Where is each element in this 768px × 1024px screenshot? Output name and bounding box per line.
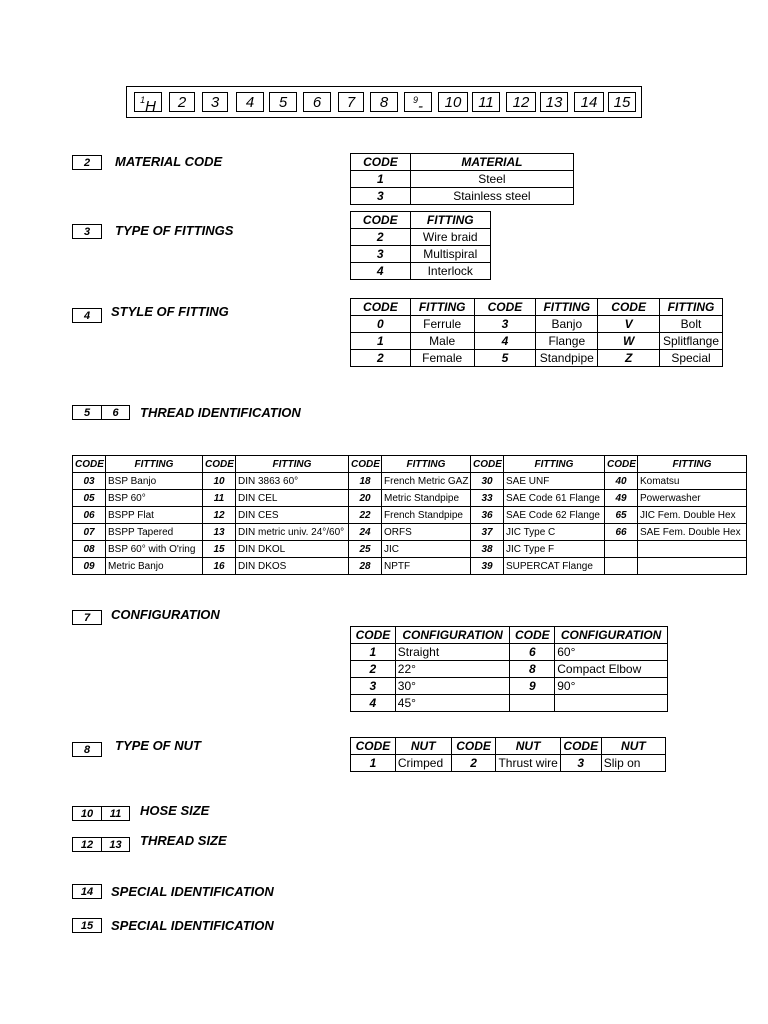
section-title-thread-size: THREAD SIZE (140, 833, 227, 848)
table-header-row (351, 738, 666, 755)
code-position-box (506, 92, 536, 112)
code-position-box (574, 92, 604, 112)
code-position-label: 15 (613, 94, 631, 111)
value-cell: DIN DKOL (236, 541, 349, 558)
code-cell: 2 (351, 350, 411, 367)
code-cell: 3 (560, 755, 601, 772)
table-row (73, 558, 747, 575)
code-position-label: H (145, 98, 156, 115)
value-cell: Stainless steel (410, 188, 573, 205)
code-cell: 2 (351, 229, 411, 246)
value-cell: Crimped (395, 755, 451, 772)
value-cell: JIC Fem. Double Hex (638, 507, 747, 524)
value-cell: Flange (536, 333, 598, 350)
code-position-box (134, 92, 162, 115)
column-header: FITTING (236, 456, 349, 473)
value-cell: French Metric GAZ (382, 473, 471, 490)
section-number-special-14: 14 (72, 884, 102, 899)
code-position-label: 11 (478, 94, 494, 111)
section-number-special-15: 15 (72, 918, 102, 933)
code-cell: W (598, 333, 660, 350)
section-number-thread-b: 6 (101, 405, 130, 420)
table-row (73, 507, 747, 524)
column-header: NUT (496, 738, 560, 755)
table-row (351, 229, 491, 246)
value-cell: 22° (395, 661, 510, 678)
code-position-label: 13 (545, 94, 563, 111)
section-number-style: 4 (72, 308, 102, 323)
column-header: FITTING (106, 456, 203, 473)
column-header: CODE (451, 738, 496, 755)
column-header: CODE (351, 738, 396, 755)
code-cell: 13 (203, 524, 236, 541)
column-header: CODE (598, 299, 660, 316)
code-cell: 06 (73, 507, 106, 524)
code-cell: 1 (351, 644, 396, 661)
value-cell (638, 558, 747, 575)
code-cell: 4 (474, 333, 536, 350)
code-cell: 5 (474, 350, 536, 367)
code-cell: 3 (474, 316, 536, 333)
section-number-thread-a: 5 (72, 405, 102, 420)
column-header: CODE (351, 212, 411, 229)
code-position-label: 2 (177, 94, 187, 111)
code-position-box (338, 92, 364, 112)
value-cell (555, 695, 668, 712)
table-row (351, 695, 668, 712)
section-number-hose-a: 10 (72, 806, 102, 821)
code-cell: 05 (73, 490, 106, 507)
value-cell: 60° (555, 644, 668, 661)
value-cell: 90° (555, 678, 668, 695)
code-cell: 22 (349, 507, 382, 524)
column-header: FITTING (504, 456, 605, 473)
code-cell: 66 (605, 524, 638, 541)
section-title-hose: HOSE SIZE (140, 803, 210, 818)
code-position-label: 4 (245, 94, 255, 111)
value-cell: SAE Code 61 Flange (504, 490, 605, 507)
column-header: FITTING (382, 456, 471, 473)
value-cell: BSPP Tapered (106, 524, 203, 541)
value-cell: Thrust wire (496, 755, 560, 772)
code-cell: 4 (351, 263, 411, 280)
code-position-label: - (418, 98, 423, 115)
code-cell: 12 (203, 507, 236, 524)
column-header: CONFIGURATION (395, 627, 510, 644)
table-row (351, 171, 574, 188)
code-position-superscript: 1 (140, 95, 146, 105)
code-cell: 1 (351, 333, 411, 350)
table-row (351, 661, 668, 678)
value-cell: Banjo (536, 316, 598, 333)
code-position-box (472, 92, 500, 112)
value-cell: Ferrule (410, 316, 474, 333)
section-number-hose-b: 11 (101, 806, 130, 821)
code-position-label: 6 (312, 94, 322, 111)
column-header: CODE (474, 299, 536, 316)
nut-table (350, 737, 666, 772)
value-cell: SAE Fem. Double Hex (638, 524, 747, 541)
code-position-box (608, 92, 636, 112)
code-cell: 15 (203, 541, 236, 558)
column-header: CODE (203, 456, 236, 473)
column-header: FITTING (410, 299, 474, 316)
code-cell: 09 (73, 558, 106, 575)
code-cell: 9 (510, 678, 555, 695)
configuration-table (350, 626, 668, 712)
table-row (73, 524, 747, 541)
column-header: CODE (471, 456, 504, 473)
column-header: NUT (395, 738, 451, 755)
code-cell: 36 (471, 507, 504, 524)
section-number-nut: 8 (72, 742, 102, 757)
section-title-special-15: SPECIAL IDENTIFICATION (111, 918, 274, 933)
code-cell: 3 (351, 678, 396, 695)
section-number-config: 7 (72, 610, 102, 625)
table-header-row (351, 212, 491, 229)
code-cell: 6 (510, 644, 555, 661)
code-cell: 1 (351, 755, 396, 772)
value-cell: SUPERCAT Flange (504, 558, 605, 575)
code-cell (510, 695, 555, 712)
table-row (73, 490, 747, 507)
value-cell: DIN DKOS (236, 558, 349, 575)
column-header: CODE (605, 456, 638, 473)
column-header: FITTING (659, 299, 722, 316)
section-title-material: MATERIAL CODE (115, 154, 223, 169)
code-cell: 1 (351, 171, 411, 188)
code-cell: 37 (471, 524, 504, 541)
code-position-box (438, 92, 468, 112)
table-row (351, 755, 666, 772)
value-cell: BSPP Flat (106, 507, 203, 524)
table-row (351, 350, 723, 367)
code-cell: 38 (471, 541, 504, 558)
code-cell: 0 (351, 316, 411, 333)
table-header-row (73, 456, 747, 473)
column-header: CODE (73, 456, 106, 473)
code-position-box (404, 92, 432, 115)
table-row (351, 333, 723, 350)
table-row (351, 644, 668, 661)
code-cell: V (598, 316, 660, 333)
value-cell: Straight (395, 644, 510, 661)
code-cell (605, 558, 638, 575)
code-cell: 16 (203, 558, 236, 575)
table-row (351, 263, 491, 280)
section-title-thread: THREAD IDENTIFICATION (140, 405, 301, 420)
value-cell: SAE Code 62 Flange (504, 507, 605, 524)
code-cell: 8 (510, 661, 555, 678)
value-cell: Multispiral (410, 246, 491, 263)
value-cell: 30° (395, 678, 510, 695)
table-row (351, 316, 723, 333)
column-header: FITTING (536, 299, 598, 316)
code-position-box (370, 92, 398, 112)
code-cell: 11 (203, 490, 236, 507)
code-cell: 30 (471, 473, 504, 490)
value-cell: DIN CEL (236, 490, 349, 507)
code-cell: 4 (351, 695, 396, 712)
table-row (351, 188, 574, 205)
code-cell (605, 541, 638, 558)
section-number-tsize-a: 12 (72, 837, 102, 852)
value-cell: 45° (395, 695, 510, 712)
code-position-label: 5 (278, 94, 288, 111)
code-position-label: 7 (346, 94, 356, 111)
code-position-box (202, 92, 228, 112)
code-position-box (269, 92, 297, 112)
code-position-label: 14 (580, 94, 598, 111)
value-cell: BSP 60° (106, 490, 203, 507)
code-cell: 07 (73, 524, 106, 541)
value-cell: Compact Elbow (555, 661, 668, 678)
column-header: CODE (351, 627, 396, 644)
table-header-row (351, 299, 723, 316)
value-cell: Standpipe (536, 350, 598, 367)
code-position-box (236, 92, 264, 112)
code-cell: 2 (451, 755, 496, 772)
column-header: CODE (560, 738, 601, 755)
code-position-box (540, 92, 568, 112)
column-header: CONFIGURATION (555, 627, 668, 644)
code-cell: 03 (73, 473, 106, 490)
value-cell: Male (410, 333, 474, 350)
value-cell: DIN metric univ. 24°/60° (236, 524, 349, 541)
code-cell: 2 (351, 661, 396, 678)
value-cell: Splitflange (659, 333, 722, 350)
section-title-special-14: SPECIAL IDENTIFICATION (111, 884, 274, 899)
section-title-style: STYLE OF FITTING (111, 304, 229, 319)
column-header: CODE (351, 299, 411, 316)
fittings-table (350, 211, 491, 280)
code-cell: 3 (351, 188, 411, 205)
code-cell: 18 (349, 473, 382, 490)
code-position-label: 12 (512, 94, 530, 111)
column-header: CODE (351, 154, 411, 171)
section-title-fittings: TYPE OF FITTINGS (115, 223, 234, 238)
value-cell: French Standpipe (382, 507, 471, 524)
section-number-fittings: 3 (72, 224, 102, 239)
style-fitting-table (350, 298, 723, 367)
code-cell: 20 (349, 490, 382, 507)
table-row (73, 473, 747, 490)
table-header-row (351, 627, 668, 644)
code-position-superscript: 9 (412, 95, 418, 105)
value-cell: JIC (382, 541, 471, 558)
value-cell: Metric Standpipe (382, 490, 471, 507)
code-position-label: 3 (210, 94, 220, 111)
code-cell: 25 (349, 541, 382, 558)
value-cell: DIN CES (236, 507, 349, 524)
code-cell: Z (598, 350, 660, 367)
table-row (351, 678, 668, 695)
column-header: FITTING (638, 456, 747, 473)
value-cell: Wire braid (410, 229, 491, 246)
thread-identification-table (72, 455, 747, 575)
code-position-label: 8 (379, 94, 389, 111)
value-cell: BSP Banjo (106, 473, 203, 490)
code-position-box (169, 92, 195, 112)
table-row (351, 246, 491, 263)
value-cell: DIN 3863 60° (236, 473, 349, 490)
column-header: CODE (349, 456, 382, 473)
column-header: MATERIAL (410, 154, 573, 171)
code-cell: 40 (605, 473, 638, 490)
section-number-tsize-b: 13 (101, 837, 130, 852)
value-cell: Steel (410, 171, 573, 188)
column-header: FITTING (410, 212, 491, 229)
value-cell: Female (410, 350, 474, 367)
value-cell: Komatsu (638, 473, 747, 490)
code-cell: 24 (349, 524, 382, 541)
value-cell: Metric Banjo (106, 558, 203, 575)
value-cell: JIC Type C (504, 524, 605, 541)
section-title-nut: TYPE OF NUT (115, 738, 201, 753)
value-cell: BSP 60° with O'ring (106, 541, 203, 558)
material-table (350, 153, 574, 205)
column-header: NUT (601, 738, 665, 755)
code-position-label: 10 (444, 94, 462, 111)
value-cell: JIC Type F (504, 541, 605, 558)
code-position-box (303, 92, 331, 112)
value-cell: Interlock (410, 263, 491, 280)
section-title-config: CONFIGURATION (111, 607, 220, 622)
value-cell: Special (659, 350, 722, 367)
value-cell: Powerwasher (638, 490, 747, 507)
code-cell: 3 (351, 246, 411, 263)
code-cell: 49 (605, 490, 638, 507)
column-header: CODE (510, 627, 555, 644)
value-cell: Bolt (659, 316, 722, 333)
value-cell: ORFS (382, 524, 471, 541)
code-cell: 33 (471, 490, 504, 507)
table-header-row (351, 154, 574, 171)
code-cell: 08 (73, 541, 106, 558)
value-cell (638, 541, 747, 558)
value-cell: NPTF (382, 558, 471, 575)
value-cell: SAE UNF (504, 473, 605, 490)
value-cell: Slip on (601, 755, 665, 772)
code-cell: 39 (471, 558, 504, 575)
table-row (73, 541, 747, 558)
code-cell: 65 (605, 507, 638, 524)
section-number-material: 2 (72, 155, 102, 170)
code-cell: 28 (349, 558, 382, 575)
code-cell: 10 (203, 473, 236, 490)
